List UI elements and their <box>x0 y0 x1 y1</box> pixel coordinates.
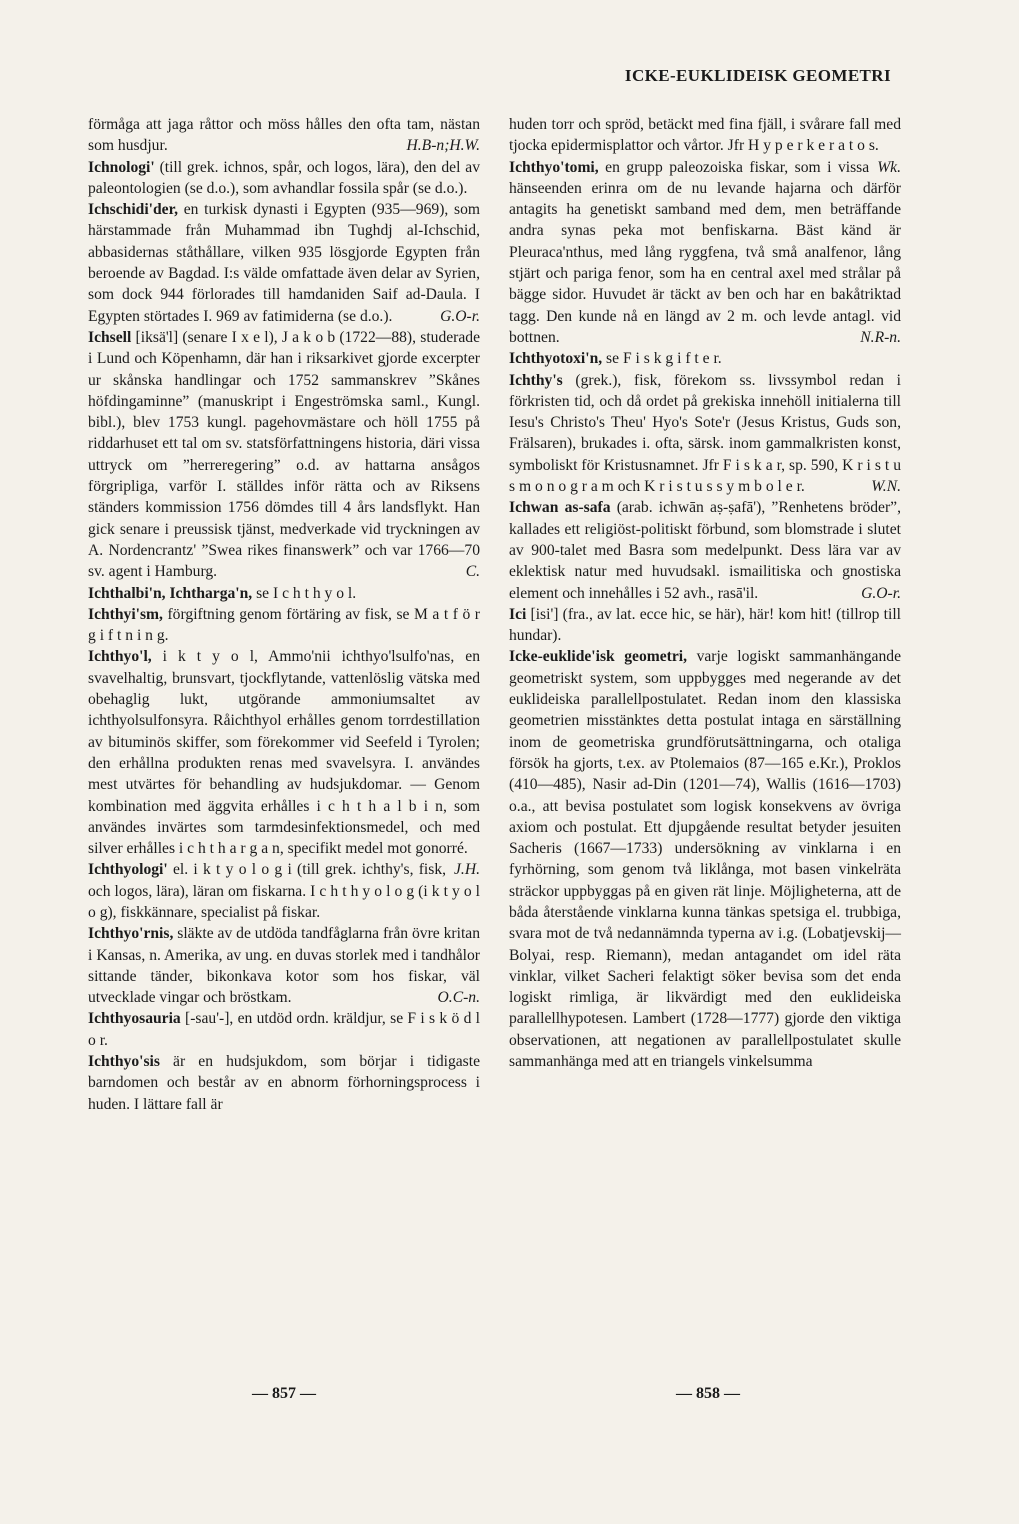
headword: Ichthyo'rnis, <box>88 925 174 943</box>
headword: Ichthyologi' <box>88 861 168 879</box>
author-signature: G.O-r. <box>861 584 901 602</box>
page-number-right: — 858 — <box>676 1385 740 1402</box>
headword: Ichthyo'l, <box>88 648 152 666</box>
right-column <box>509 114 901 1072</box>
author-signature: O.C-n. <box>437 989 480 1007</box>
entry: Ichthyi'sm, förgiftning genom förtäring av fisk, se M a t f ö r g i f t n i n g. <box>88 605 480 645</box>
headword: Ichthyo'tomi, <box>509 158 599 176</box>
headword: Ichthyo'sis <box>88 1053 160 1071</box>
author-signature: N.R-n. <box>860 328 901 346</box>
headword: Ichthyi'sm, <box>88 605 163 623</box>
headword: Ichwan as-safa <box>509 499 611 517</box>
headword: Ichthalbi'n, Ichtharga'n, <box>88 584 253 602</box>
headword: Ichthyosauria <box>88 1010 181 1028</box>
entry: Icke-euklide'isk geometri, varje logiskt sammanhängande geometriskt system, som uppbygges med negerande av det euklideiska parallellpostulatet. Redan inom den klassiska geometrien misstänktes detta postulat intaga en särställning inom de geometriska grundförutsättningarna, och otaliga försök ha gjorts, t.ex. av Ptolemaios (87—165 e.Kr.), Proklos (410—485), Nasir ad-Din (1201—74), Wallis (1616—1703) o.a., att bevisa postulatet som logisk konsekvens av övriga axiom och postulat. Ett djupgående resultat betyder jesuiten Sacheris (1667—1733) undersökning av vinklarna i en fyrhörning, som genom två liklånga, mot basen vinkelräta sträckor uppbyggas på en given rät linje. Möjligheterna, att de båda återstående vinklarna kunna tänkas spetsiga el. trubbiga, svara mot de två nedannämnda typerna av i.g. (Lobatjevskij—Bolyai, resp. Riemann), medan antagandet om idel räta vinklar, vilket Sacheri felaktigt söker bevisa som det enda logiskt rimliga, är likvärdigt med den euklideiska parallellhypotesen. Lambert (1728—1777) gjorde den viktiga observationen, att negationen av parallellpostulatet skulle sammanhänga med att en triangels vinkelsumma <box>509 648 901 1071</box>
author-signature: C. <box>465 563 480 581</box>
headword: Ici <box>509 605 527 623</box>
entry: Ichthyo'sis är en hudsjukdom, som börjar i tidigaste barndomen och består av en abnorm förhorningsprocess i huden. I lättare fall är <box>88 1053 480 1113</box>
entry: förmåga att jaga råttor och möss hålles den ofta tam, nästan som husdjur. H.B-n;H.W. <box>88 114 480 157</box>
entry: Ichthalbi'n, Ichtharga'n, se I c h t h y o l. <box>88 584 357 602</box>
entry: Ichthyologi' el. i k t y o l o g i (till grek. ichthy's, fisk, och logos, lära), läran om fiskarna. I c h t h y o l o g (i k t y o l o g), fiskkännare, specialist på fiskar. <box>88 861 480 921</box>
author-signature: G.O-r. <box>440 307 480 325</box>
running-title: ICKE-EUKLIDEISK GEOMETRI <box>624 66 891 85</box>
author-signature: W.N. <box>871 478 901 496</box>
entry: Ichthyo'tomi, en grupp paleozoiska fiskar, som i vissa hänseenden erinra om de nu levande hajarna och därför antagits ha genetiskt samband med dem, men beträffande andra synas peka mot benfiskarna. Bäst känd är Pleuraca'nthus, med lång ryggfena, två små analfenor, lång stjärt och pariga fenor, som ha en central axel med strålar på bägge sidor. Huvudet är täckt av ben och har en bakåtriktad tagg. Den kunde nå en längd av 2 m. och levde antagl. vid bottnen. N.R-n. <box>509 157 901 349</box>
entry: Ici [isi'] (fra., av lat. ecce hic, se här), här! kom hit! (tillrop till hundar). <box>509 605 901 645</box>
entry: Ichnologi' (till grek. ichnos, spår, och logos, lära), den del av paleontologien (se d.o.), som avhandlar fossila spår (se d.o.). <box>88 158 480 197</box>
headword: Ichnologi' <box>88 158 155 176</box>
headword: Ichthyotoxi'n, <box>509 350 603 368</box>
entry: huden torr och spröd, betäckt med fina fjäll, i svårare fall med tjocka epidermisplattor och vårtor. Jfr H y p e r k e r a t o s. Wk. <box>509 114 901 157</box>
headword: Ichsell <box>88 328 132 346</box>
entry: Ichwan as-safa (arab. ichwān aṣ-ṣafā'), ”Renhetens bröder”, kallades ett religiöst-politiskt förbund, som blomstrade i slutet av 900-talet med Basra som medelpunkt. Dess lära var av eklektisk natur med huvudsakl. ismailitiska och gnostiska element och innehålles i 52 avh., rasā'il. G.O-r. <box>509 497 901 603</box>
author-signature: H.B-n;H.W. <box>406 137 480 155</box>
headword: Ichschidi'der, <box>88 201 178 219</box>
left-column <box>88 114 480 1115</box>
entry: Ichsell [iksä'l] (senare I x e l), J a k o b (1722—88), studerade i Lund och Köpenhamn, där han i riksarkivet gjorde excerpter ur skånska handlingar och 1752 sammanskrev ”Skånes höfdingaminne” (manuskript i Engeströmska saml., Kungl. bibl.), blev 1753 kungl. pagehovmästare och höll 1755 på riddarhuset ett tal om sv. statsförfattningens historia, däri vissa uttryck om ”herreregering” o.d. av hattarna ansågos förgripliga, varför I. ställdes inför rätta och av Riksens ständers kommission 1756 dömdes till 4 års landsflykt. Han gick senare i preussisk tjänst, medverkade vid tryckningen av A. Nordencrantz' ”Swea rikes finanswerk” och var 1766—70 sv. agent i Hamburg. C. <box>88 327 480 583</box>
entry: Ichthyo'rnis, släkte av de utdöda tandfåglarna från övre kritan i Kansas, n. Amerika, av ung. en duvas storlek med i tandhålor sittande tänder, bikonkava kotor som hos fiskar, väl utvecklade vingar och bröstkam. O.C-n. <box>88 923 480 1008</box>
headword: Ichthy's <box>509 371 563 389</box>
entry: Ichthyosauria [-sau'-], en utdöd ordn. kräldjur, se F i s k ö d l o r. <box>88 1010 480 1049</box>
headword: Icke-euklide'isk geometri, <box>509 648 688 666</box>
entry: Ichschidi'der, en turkisk dynasti i Egypten (935—969), som härstammade från Muhammad ibn Tughdj al-Ichschid, abbasidernas ståthållare, vilken 935 lösgjorde Egypten från beroende av Bagdad. I:s välde omfattade även delar av Syrien, som dock 944 förlorades till hamdaniden Saif ad-Daula. I Egypten störtades I. 969 av fatimiderna (se d.o.). G.O-r. <box>88 199 480 327</box>
author-signature: Wk. <box>877 158 901 176</box>
entry: Ichthyo'l, i k t y o l, Ammo'nii ichthyo'lsulfo'nas, en svavelhaltig, brunsvart, tjockflytande, vattenlöslig vätska med obehaglig lukt, utgörande ammoniumsaltet av ichthyolsulfonsyra. Råichthyol erhålles genom torrdestillation av bituminös skiffer, som förekommer vid Seefeld i Tyrolen; den erhållna produkten renas med svavelsyra. I. användes mest utvärtes för behandling av hudsjukdomar. — Genom kombination med äggvita erhålles i c h t h a l b i n, som användes invärtes som tarmdesinfektionsmedel, och med silver erhålles i c h t h a r g a n, specifikt medel mot gonorré. J.H. <box>88 646 480 859</box>
page-number-left: — 857 — <box>252 1385 316 1402</box>
entry: Ichthy's (grek.), fisk, förekom ss. livssymbol redan i förkristen tid, och då ordet på grekiska innehöll initialerna till Iesu's Christo's Theu' Hyo's Sote'r (Jesus Kristus, Guds son, Frälsaren), brukades i. ofta, särsk. inom gammalkristen konst, symboliskt för Kristusnamnet. Jfr F i s k a r, sp. 590, K r i s t u s m o n o g r a m och K r i s t u s s y m b o l e r. W.N. <box>509 370 901 498</box>
author-signature: J.H. <box>454 861 480 879</box>
entry: Ichthyotoxi'n, se F i s k g i f t e r. <box>509 350 722 368</box>
